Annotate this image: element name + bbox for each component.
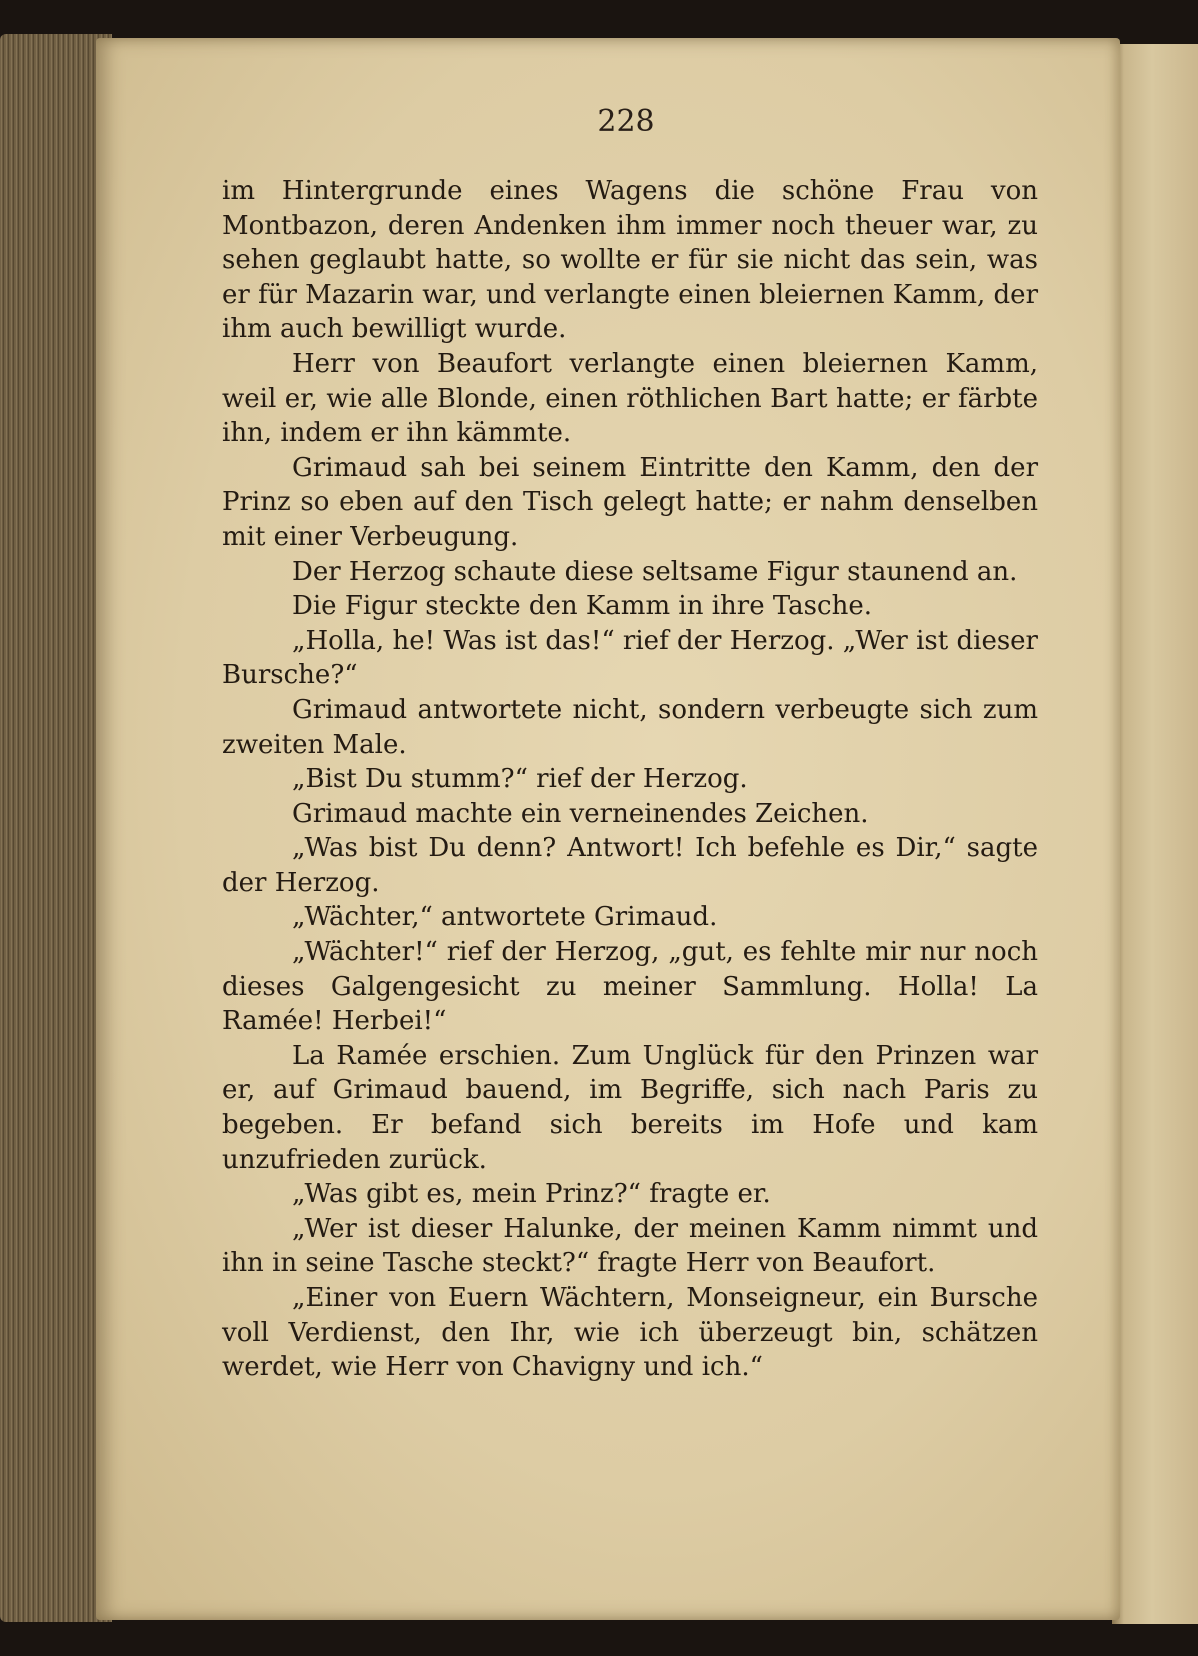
paragraph: im Hintergrunde eines Wagens die schöne Frau von Montbazon, deren Andenken ihm immer noch theuer war, zu sehen geglaubt hatte, so wollte er für sie nicht das sein, was er für Mazarin war, und verlangte einen bleiernen Kamm, der ihm auch bewilligt wurde. xyxy=(222,176,1038,345)
paragraph: „Einer von Euern Wächtern, Monseigneur, ein Bursche voll Verdienst, den Ihr, wie ich überzeugt bin, schätzen werdet, wie Herr von Chavigny und ich.“ xyxy=(222,1283,1038,1383)
paragraph: Grimaud machte ein verneinendes Zeichen. xyxy=(292,798,869,829)
paragraph: La Ramée erschien. Zum Unglück für den Prinzen war er, auf Grimaud bauend, im Begriffe, sich nach Paris zu begeben. Er befand sich bereits im Hofe und kam unzufrieden zurück. xyxy=(222,1040,1038,1175)
paragraph: „Was gibt es, mein Prinz?“ fragte er. xyxy=(292,1179,771,1210)
body-text xyxy=(222,174,1038,1385)
paragraph: Die Figur steckte den Kamm in ihre Tasche. xyxy=(292,591,872,622)
paragraph: Grimaud antwortete nicht, sondern verbeugte sich zum zweiten Male. xyxy=(222,694,1038,760)
page-number: 228 xyxy=(597,104,655,139)
facing-page-edge xyxy=(1112,44,1198,1624)
paragraph: „Wächter!“ rief der Herzog, „gut, es fehlte mir nur noch dieses Galgengesicht zu meiner Sammlung. Holla! La Ramée! Herbei!“ xyxy=(222,937,1038,1037)
paragraph: „Bist Du stumm?“ rief der Herzog. xyxy=(292,764,748,795)
paragraph: Der Herzog schaute diese seltsame Figur staunend an. xyxy=(292,556,1018,587)
paragraph: Grimaud sah bei seinem Eintritte den Kamm, den der Prinz so eben auf den Tisch gelegt hatte; er nahm denselben mit einer Verbeugung. xyxy=(222,452,1038,552)
paragraph: „Was bist Du denn? Antwort! Ich befehle es Dir,“ sagte der Herzog. xyxy=(222,833,1038,898)
paragraph: „Wer ist dieser Halunke, der meinen Kamm nimmt und ihn in seine Tasche steckt?“ fragte Herr von Beaufort. xyxy=(222,1213,1038,1279)
paragraph: Herr von Beaufort verlangte einen bleiernen Kamm, weil er, wie alle Blonde, einen röthlichen Bart hatte; er färbte ihn, indem er ihn kämmte. xyxy=(222,348,1038,449)
paragraph: „Holla, he! Was ist das!“ rief der Herzog. „Wer ist dieser Bursche?“ xyxy=(222,625,1038,691)
paragraph: „Wächter,“ antwortete Grimaud. xyxy=(292,902,718,933)
